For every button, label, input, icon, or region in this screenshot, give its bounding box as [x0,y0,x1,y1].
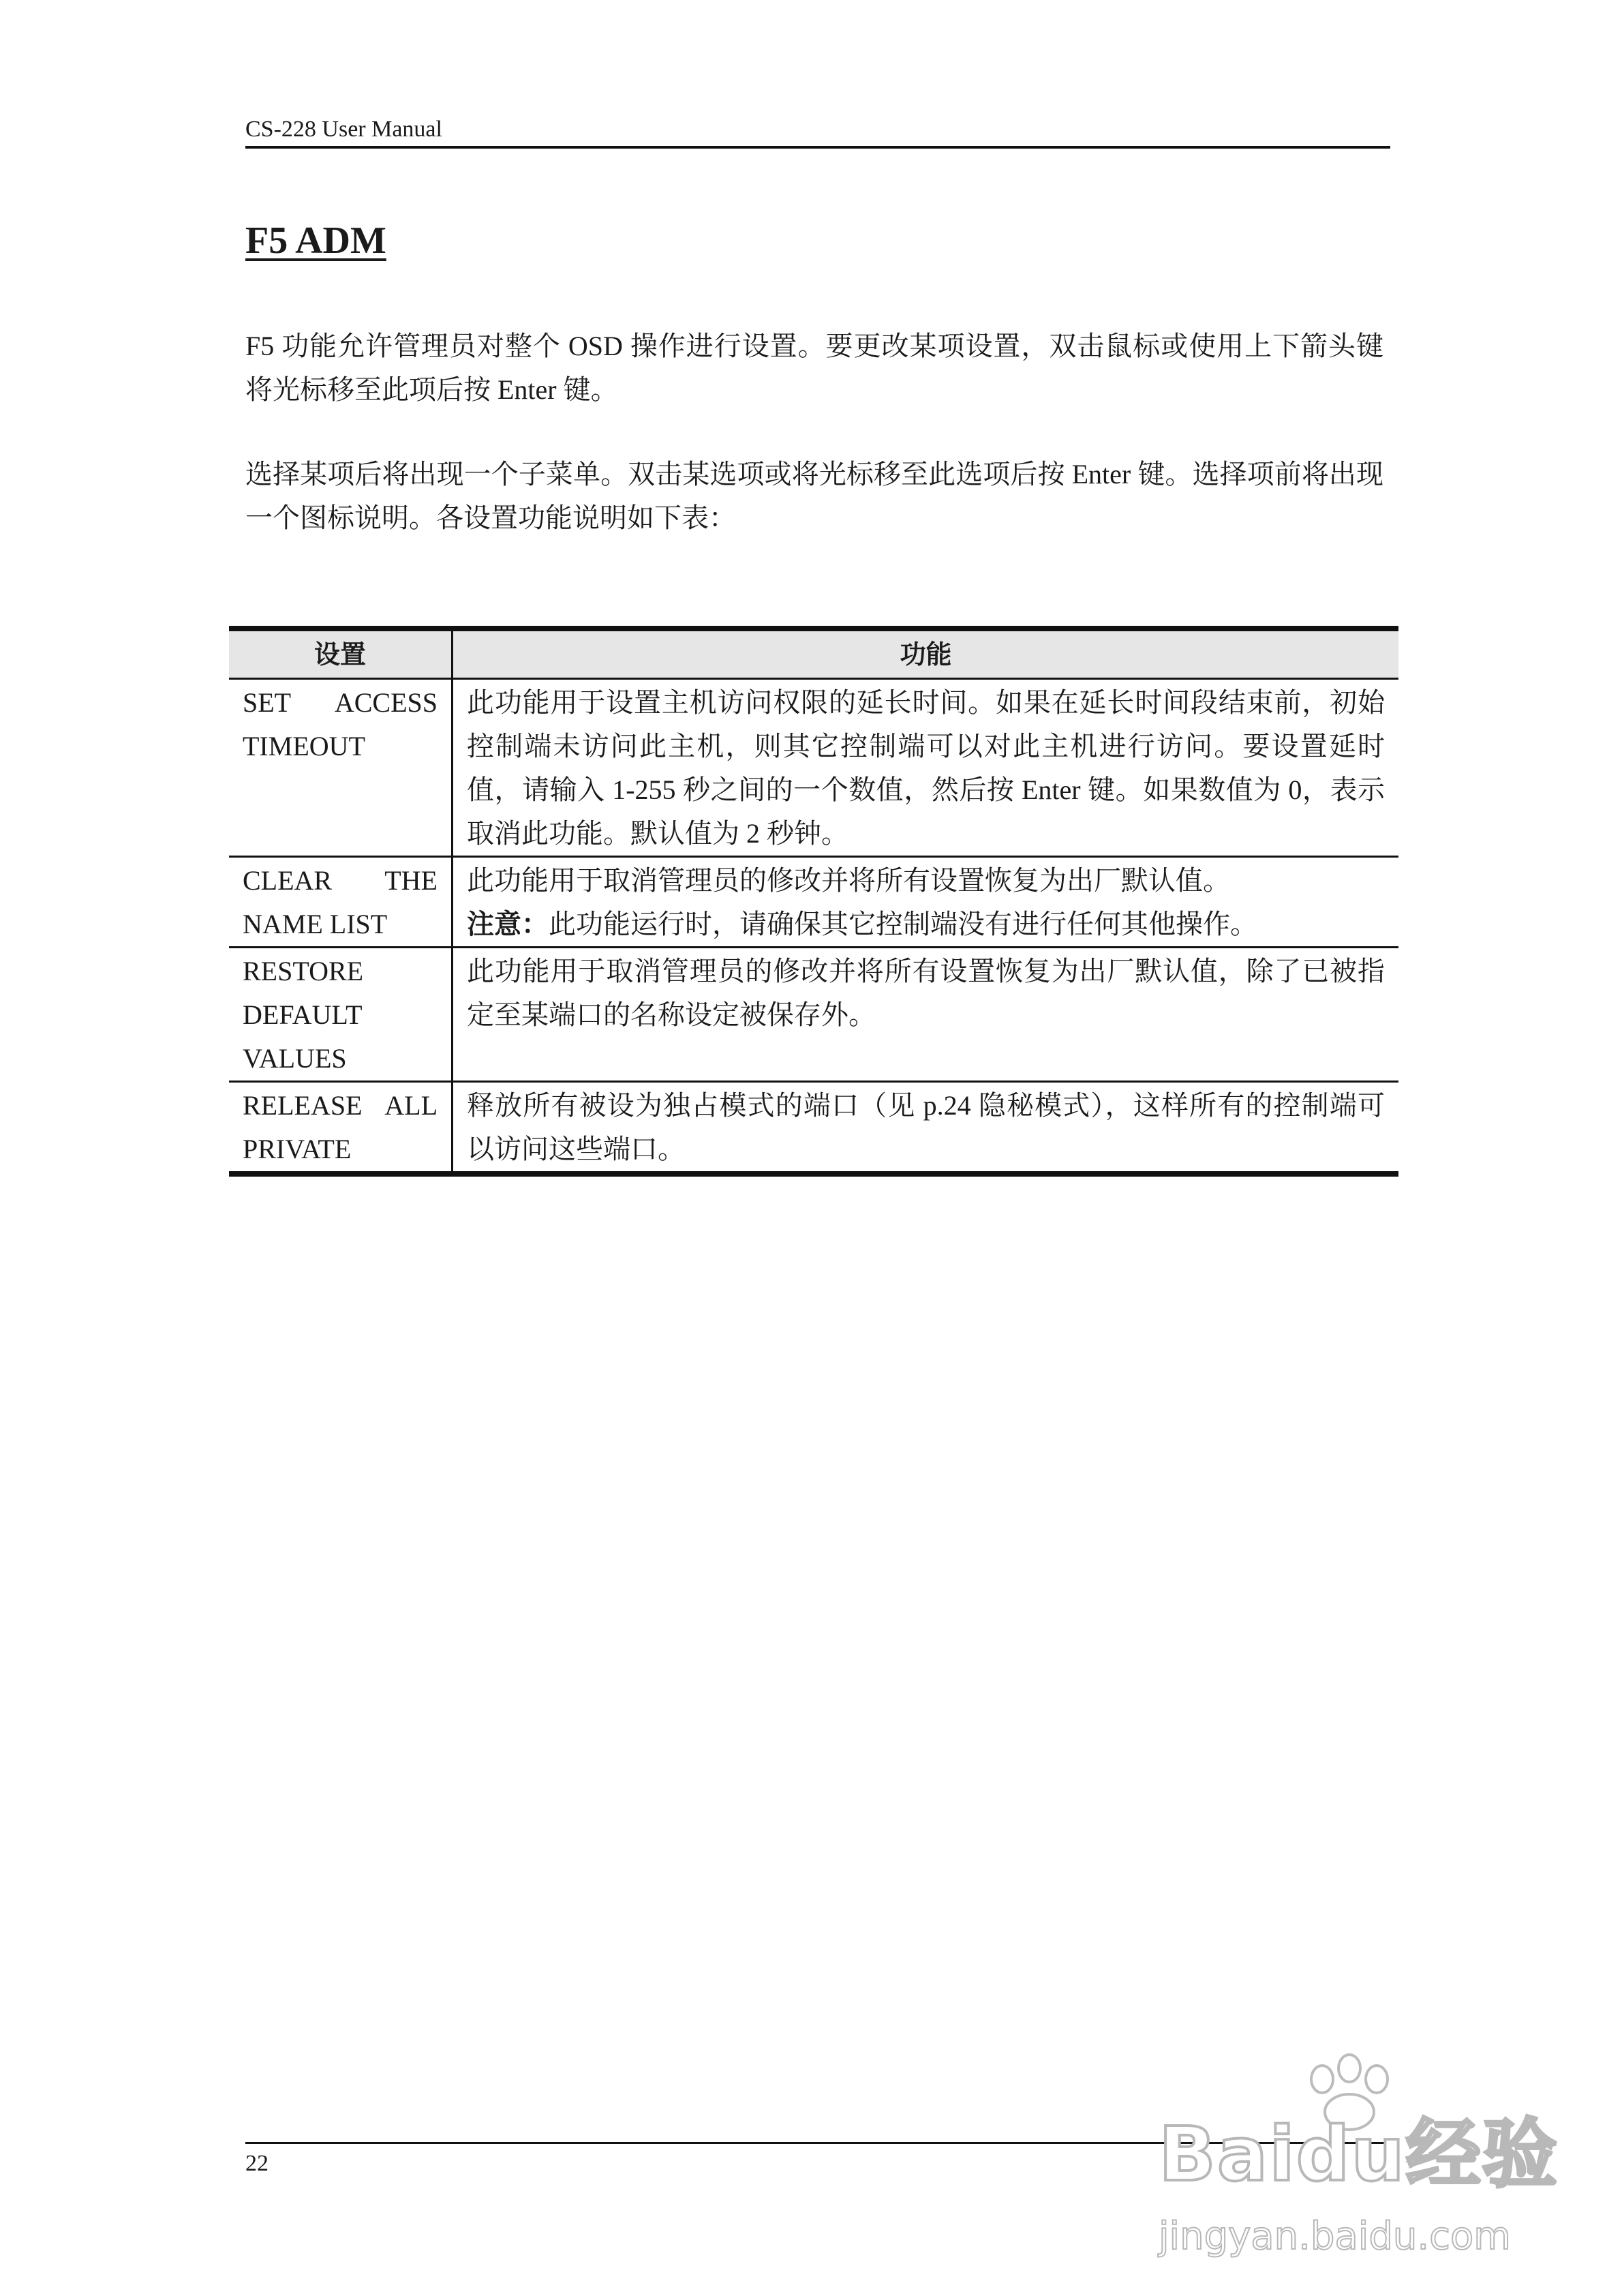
watermark-brand: Baidu经验 [1159,2111,1559,2198]
page-number: 22 [245,2151,269,2176]
table-row [229,1082,1398,1175]
column-header-setting: 设置 [229,629,453,679]
function-text: 此功能用于取消管理员的修改并将所有设置恢复为出厂默认值。 [467,865,1230,896]
table-header-row [229,629,1398,679]
setting-line: NAME LIST [243,909,388,939]
setting-line: PRIVATE [243,1134,352,1164]
submenu-paragraph: 选择某项后将出现一个子菜单。双击某选项或将光标移至此选项后按 Enter 键。选择项前将出现一个图标说明。各设置功能说明如下表： [245,459,1383,533]
setting-line: TIMEOUT [243,731,365,761]
setting-cell [229,1082,453,1175]
settings-table [229,626,1398,1177]
running-header: CS-228 User Manual [245,117,442,142]
table-row [229,679,1398,857]
setting-line: VALUES [243,1043,347,1074]
note-label: 注意： [467,909,549,940]
column-header-function: 功能 [453,629,1399,679]
header-rule [245,146,1390,149]
section-title: F5 ADM [245,220,386,262]
setting-line: RELEASE ALL [243,1090,438,1121]
setting-cell [229,948,453,1082]
setting-line: SET ACCESS [243,687,438,718]
watermark-url: jingyan.baidu.com [1159,2214,1511,2259]
function-cell: 此功能用于取消管理员的修改并将所有设置恢复为出厂默认值，除了已被指定至某端口的名称设定被保存外。 [453,948,1399,1082]
table-row [229,857,1398,948]
setting-cell [229,857,453,948]
setting-cell [229,679,453,857]
function-cell [453,857,1399,948]
table-row [229,948,1398,1082]
intro-paragraph: F5 功能允许管理员对整个 OSD 操作进行设置。要更改某项设置，双击鼠标或使用上下箭头键将光标移至此项后按 Enter 键。 [245,331,1383,405]
setting-line: DEFAULT [243,999,363,1030]
function-cell: 释放所有被设为独占模式的端口（见 p.24 隐秘模式），这样所有的控制端可以访问这些端口。 [453,1082,1399,1175]
function-cell: 此功能用于设置主机访问权限的延长时间。如果在延长时间段结束前，初始控制端未访问此主机，则其它控制端可以对此主机进行访问。要设置延时值，请输入 1-255 秒之间的一个数值，然后按 Enter 键。如果数值为 0，表示取消此功能。默认值为 2 秒钟。 [453,679,1399,857]
note-text: 此功能运行时，请确保其它控制端没有进行任何其他操作。 [549,909,1257,939]
note [467,903,1385,946]
setting-line: CLEAR THE [243,865,438,896]
setting-line: RESTORE [243,956,364,986]
